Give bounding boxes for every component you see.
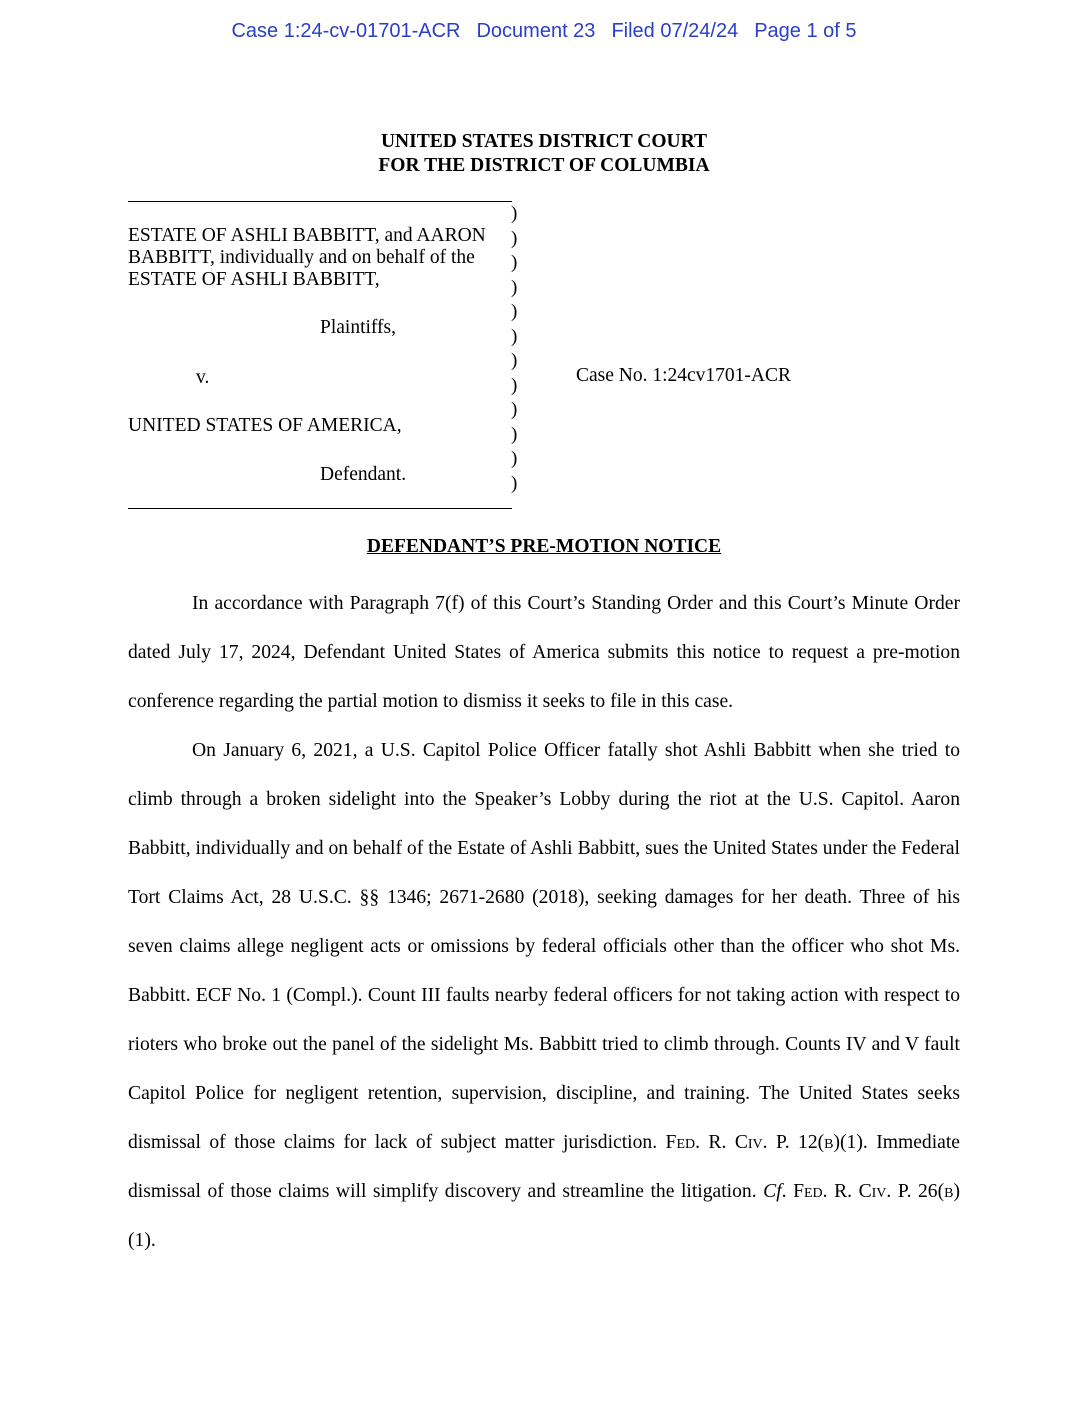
notice-title: DEFENDANT’S PRE-MOTION NOTICE: [366, 536, 722, 557]
paragraph-2: [128, 726, 960, 1265]
caption-paren: ): [511, 325, 518, 347]
caption-paren: ): [511, 374, 518, 396]
caption-paren: ): [511, 399, 518, 420]
rule-citation: Fed. R. Civ. P. 26(b)(1).: [128, 1181, 960, 1251]
ecf-page-number: Page 1 of 5: [754, 20, 857, 42]
paragraph-2-text-continued: Immediate dismissal of those claims will simplify discovery and streamline the litigation.: [128, 1132, 960, 1202]
paragraph-2-text: On January 6, 2021, a U.S. Capitol Police Officer fatally shot Ashli Babbitt when she tried to climb through a broken sidelight into the Speaker’s Lobby during the riot at the U.S. Capitol. Aaron Babbitt, individually and on behalf of the Estate of Ashli Babbitt, sues the United States under the Federal Tort Claims Act, 28 U.S.C. §§ 1346; 2671-2680 (2018), seeking damages for her death. Three of his seven claims allege negligent acts or omissions by federal officials other than the officer who shot Ms. Babbitt. ECF No. 1 (Compl.). Count III faults nearby federal officers for not taking action with respect to rioters who broke out the panel of the sidelight Ms. Babbitt tried to climb through. Counts IV and V fault Capitol Police for negligent retention, supervision, discipline, and training. The United States seeks dismissal of those claims for lack of subject matter jurisdiction.: [128, 740, 960, 1153]
caption-paren: ): [511, 350, 518, 371]
caption-top-rule: [128, 201, 512, 202]
court-heading: [0, 130, 1088, 178]
plaintiff-role: Plaintiffs,: [320, 317, 397, 338]
caption-paren: ): [511, 448, 518, 469]
rule-citation: Fed. R. Civ. P. 12(b)(1).: [665, 1132, 868, 1153]
plaintiff-name: ESTATE OF ASHLI BABBITT, and AARON BABBITT, individually and on behalf of the ESTATE OF ASHLI BABBITT,: [128, 225, 486, 290]
caption-bottom-rule: [128, 508, 512, 509]
case-number: Case No. 1:24cv1701-ACR: [576, 365, 792, 386]
versus-label: v.: [196, 367, 210, 388]
ecf-filed-date: Filed 07/24/24: [611, 20, 739, 42]
notice-body: [128, 579, 960, 1265]
caption-paren: ): [511, 276, 518, 298]
defendant-name: UNITED STATES OF AMERICA,: [128, 415, 402, 436]
cf-signal: Cf: [763, 1181, 782, 1202]
paragraph-1: In accordance with Paragraph 7(f) of this Court’s Standing Order and this Court’s Minute Order dated July 17, 2024, Defendant United States of America submits this notice to request a pre-motion conference regarding the partial motion to dismiss it seeks to file in this case.: [128, 593, 960, 712]
caption-paren-column: [511, 202, 517, 496]
ecf-document-number: Document 23: [476, 20, 596, 42]
cf-signal-period: .: [781, 1181, 794, 1202]
defendant-role: Defendant.: [320, 464, 407, 485]
caption-paren: ): [511, 227, 518, 249]
caption-paren: ): [511, 301, 518, 322]
caption-paren: ): [511, 423, 518, 445]
court-name: UNITED STATES DISTRICT COURT: [380, 131, 708, 152]
ecf-filing-header: [0, 20, 1088, 43]
caption-paren: ): [511, 203, 518, 224]
caption-paren: ): [511, 472, 518, 494]
caption-paren: ): [511, 252, 518, 273]
court-district: FOR THE DISTRICT OF COLUMBIA: [378, 155, 710, 176]
ecf-case-number: Case 1:24-cv-01701-ACR: [231, 20, 461, 42]
